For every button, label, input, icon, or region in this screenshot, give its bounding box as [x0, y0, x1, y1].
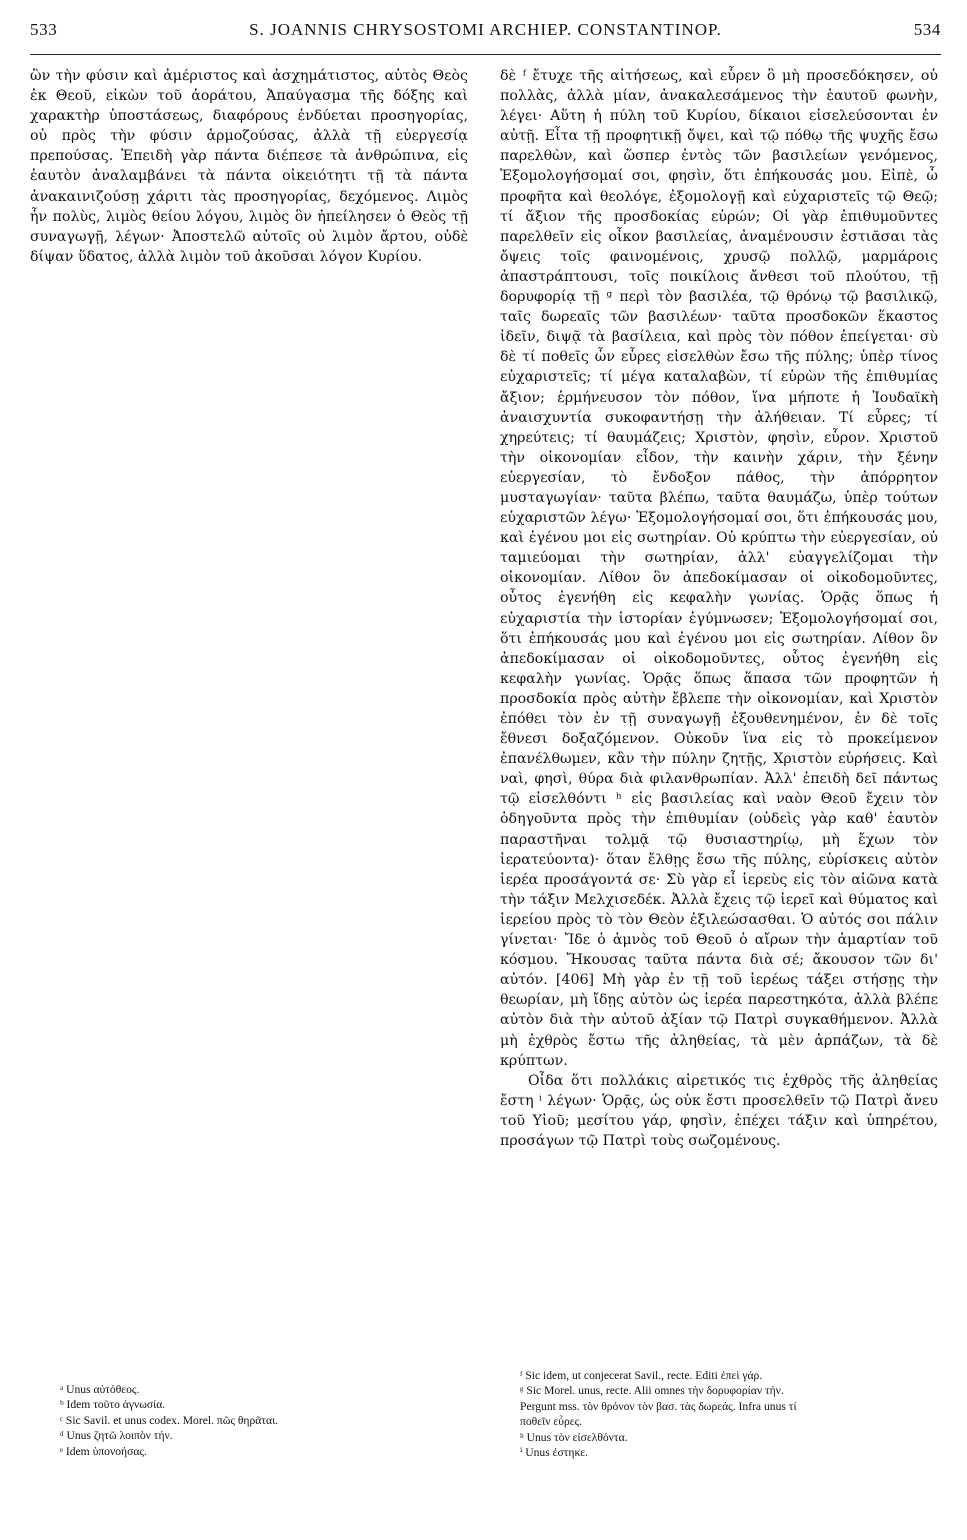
footnote-g-continued: Pergunt mss. τὸν θρόνον τὸν βασ. τὰς δωρεάς. Infra unus τί [520, 1399, 797, 1413]
running-title: S. JOANNIS CHRYSOSTOMI ARCHIEP. CONSTANTINOP. [249, 20, 722, 39]
right-column [500, 66, 938, 1151]
running-header [30, 20, 941, 55]
footnote-i: ⁱ Unus ἐστηκε. [520, 1446, 589, 1460]
footnotes-right [520, 1368, 960, 1460]
footnotes-left [60, 1382, 500, 1459]
footnote-f: ᶠ Sic idem, ut conjecerat Savil., recte. Editi ἐπεὶ γάρ. [520, 1369, 763, 1382]
footnote-h: ʰ Unus τὸν εἰσελθόντα. [520, 1430, 628, 1444]
footnote-a: ᵃ Unus αὐτόθεος. [60, 1383, 140, 1396]
footnote-g-continued-2: ποθεῖν εὗρες. [520, 1415, 583, 1429]
footnote-c: ᶜ Sic Savil. et unus codex. Morel. πῶς θηρᾶται. [60, 1413, 279, 1427]
page-number-left: 533 [30, 20, 58, 39]
right-paragraph-1: δὲ ᶠ ἔτυχε τῆς αἰτήσεως, καὶ εὗρεν ὃ μὴ προσεδόκησεν, οὐ πολλὰς, ἀλλὰ μίαν, ἀνακαλεσάμενος τὴν ἑαυτοῦ φωνὴν, λέγει· Αὕτη ἡ πύλη τοῦ Κυρίου, δίκαιοι εἰσελεύσονται ἐν αὐτῇ. Εἶτα τῇ προφητικῇ ὄψει, καὶ τῷ πόθῳ τῆς ψυχῆς ἔσω παρελθὼν, καὶ ὥσπερ ἐντὸς τῶν βασιλείων γενόμενος, Ἐξομολογήσομαί σοι, φησὶν, ὅτι ἐπήκουσάς μου. Εἰπὲ, ὦ προφῆτα καὶ θεολόγε, ἐξομολογῇ καὶ εὐχαριστεῖς τῷ Θεῷ; τί ἄξιον τῆς προσδοκίας εὑρών; Οἱ γὰρ ἐπιθυμοῦντες παρελθεῖν εἰς οἶκον βασιλείας, ἀναμένουσιν ἑστιᾶσαι τὰς ὄψεις τοῖς φαινομένοις, χρυσῷ πολλῷ, μαρμάροις ἀπαστράπτουσι, τοῖς ποικίλοις ἄνθεσι τοῦ πλούτου, τῇ δορυφορίᾳ τῇ ᵍ περὶ τὸν βασιλέα, τῷ θρόνῳ τῷ βασιλικῷ, ταῖς δωρεαῖς τῶν βασιλέων· ταῦτα προσδοκῶν ἕκαστος ἰδεῖν, διψᾷ τὰ βασίλεια, καὶ πρὸς τὸν πόθον ἐπείγεται· σὺ δὲ τί ποθεῖς ὧν εὗρες εἰσελθὼν ἔσω τῆς πύλης; ὑπὲρ τίνος εὐχαριστεῖς; τί μέγα καταλαβὼν, τί εὑρὼν τῆς ἐπιθυμίας ἄξιον; ἑρμήνευσον τὸν πόθον, ἵνα μήποτε ἡ Ἰουδαϊκὴ ἀναισχυντία συκοφαντήσῃ τὴν ἀλήθειαν. Τί εὗρες; τί χηρεύτεις; τί θαυμάζεις; Χριστὸν, φησὶν, εὗρον. Χριστοῦ τὴν οἰκονομίαν εἶδον, τὴν καινὴν χάριν, τὴν ξένην εὐεργεσίαν, τὸ ἔνδοξον πάθος, τὴν ἀπόρρητον μυσταγωγίαν· ταῦτα βλέπω, ταῦτα θαυμάζω, ὑπὲρ τούτων εὐχαριστῶν λέγω· Ἐξομολογήσομαί σοι, ὅτι ἐπήκουσάς μου, καὶ ἐγένου μοι εἰς σωτηρίαν. Οὐ κρύπτω τὴν εὐεργεσίαν, οὐ ταμιεύομαι τὴν σωτηρίαν, ἀλλ' εὐαγγελίζομαι τὴν οἰκονομίαν. Λίθον ὃν ἀπεδοκίμασαν οἱ οἰκοδομοῦντες, οὗτος ἐγενήθη εἰς κεφαλὴν γωνίας. Ὁρᾷς ὅπως ἡ εὐχαριστία τὴν ἱστορίαν ἐγύμνωσεν; Ἐξομολογήσομαί σοι, ὅτι ἐπήκουσάς μου καὶ ἐγένου μοι εἰς σωτηρίαν. Λίθον ὃν ἀπεδοκίμασαν οἱ οἰκοδομοῦντες, οὗτος ἐγενήθη εἰς κεφαλὴν γωνίας. Ὁρᾷς ὅπως ἅπασα τῶν προφητῶν ἡ προσδοκία πρὸς αὐτὴν ἔβλεπε τὴν οἰκονομίαν, καὶ Χριστὸν ἐπόθει τὸν ἐν τῇ συναγωγῇ ἐξουθενημένον, ἐν δὲ τοῖς ἔθνεσι δοξαζόμενον. Οὐκοῦν ἵνα εἰς τὸ προκείμενον ἐπανέλθωμεν, κἂν τὴν πύλην ζητῇς, Χριστὸν εὑρήσεις. Καὶ ναὶ, φησὶ, θύρα διὰ φιλανθρωπίαν. Ἀλλ' ἐπειδὴ δεῖ πάντως τῷ εἰσελθόντι ʰ εἰς βασιλείας καὶ ναὸν Θεοῦ ἔχειν τὸν ὁδηγοῦντα πρὸς τὴν ἐπιθυμίαν (οὐδεὶς γὰρ καθ' ἑαυτὸν παραστῆναι τολμᾷ τῷ θυσιαστηρίῳ, μὴ ἔχων τὸν ἱερατεύοντα)· ὅταν ἔλθῃς ἔσω τῆς πύλης, εὑρίσκεις αὐτὸν ἱερέα προσάγοντά σε· Σὺ γὰρ εἶ ἱερεὺς εἰς τὸν αἰῶνα κατὰ τὴν τάξιν Μελχισεδέκ. Ἀλλὰ ἔχεις τῷ ἱερεῖ καὶ θύματος καὶ ἱερείου πρὸς τὸ τὸν Θεὸν ἐξιλεώσασθαι. Ὁ αὐτός σοι πάλιν γίνεται· Ἴδε ὁ ἀμνὸς τοῦ Θεοῦ ὁ αἴρων τὴν ἁμαρτίαν τοῦ κόσμου. Ἤκουσας ταῦτα πάντα διὰ σέ; ἄκουσον τῶν δι' αὐτόν. [406] Μὴ γὰρ ἐν τῇ τοῦ ἱερέως τάξει στήσῃς τὴν θεωρίαν, μὴ ἴδῃς αὐτὸν ὡς ἱερέα παρεστηκότα, ἀλλὰ βλέπε αὐτὸν διὰ τὴν αὐτοῦ ἀξίαν τῷ Πατρὶ συγκαθήμενον. Ἀλλὰ μὴ ἐχθρὸς ἔστω τῆς ἀληθείας, τὰ μὲν ἁρπάζων, τὰ δὲ κρύπτων. [500, 68, 938, 1069]
left-column [30, 66, 468, 267]
footnote-e: ᵉ Idem ὑπονοήσας. [60, 1444, 147, 1458]
footnote-b: ᵇ Idem τοῦτο ἀγνωσία. [60, 1398, 166, 1412]
footnote-g: ᵍ Sic Morel. unus, recte. Alii omnes τὴν δορυφορίαν τήν. [520, 1384, 784, 1398]
page-number-right: 534 [913, 20, 941, 39]
footnote-d: ᵈ Unus ζητῶ λοιπὸν τήν. [60, 1429, 173, 1443]
right-paragraph-2: Οἶδα ὅτι πολλάκις αἱρετικός τις ἐχθρὸς τῆς ἀληθείας ἔστη ⁱ λέγων· Ὁρᾷς, ὡς οὐκ ἔστι προσελθεῖν τῷ Πατρὶ ἄνευ τοῦ Υἱοῦ; μεσίτου γάρ, φησὶν, ἐπέχει τάξιν καὶ ὑπηρέτου, προσάγων τῷ Πατρὶ τοὺς σωζομένους. [500, 1072, 938, 1149]
left-paragraph-1: ὢν τὴν φύσιν καὶ ἀμέριστος καὶ ἀσχημάτιστος, αὐτὸς Θεὸς ἐκ Θεοῦ, εἰκὼν τοῦ ἀοράτου, Ἀπαύγασμα τῆς δόξης καὶ χαρακτὴρ ὑποστάσεως, διαφόρους ἐνδύεται προσηγορίας, οὐ πρὸς τὴν φύσιν ἁρμοζούσας, ἀλλὰ τῇ εὐεργεσίᾳ πρεπούσας. Ἐπειδὴ γὰρ πάντα διέπεσε τὰ ἀνθρώπινα, εἰς ἑαυτὸν ἀναλαμβάνει τὰ πάντα οἰκειότητι τῇ τὰ πάντα ἀνακαινιζούσῃ χάριτι τὰς προσηγορίας, δεχόμενος. Λιμὸς ἦν πολὺς, λιμὸς θείου λόγου, λιμὸς ὃν ἠπείλησεν ὁ Θεὸς τῇ συναγωγῇ, λέγων· Ἀποστελῶ αὐτοῖς οὐ λιμὸν ἄρτου, οὐδὲ δίψαν ὕδατος, ἀλλὰ λιμὸν τοῦ ἀκοῦσαι λόγον Κυρίου. [30, 68, 468, 265]
